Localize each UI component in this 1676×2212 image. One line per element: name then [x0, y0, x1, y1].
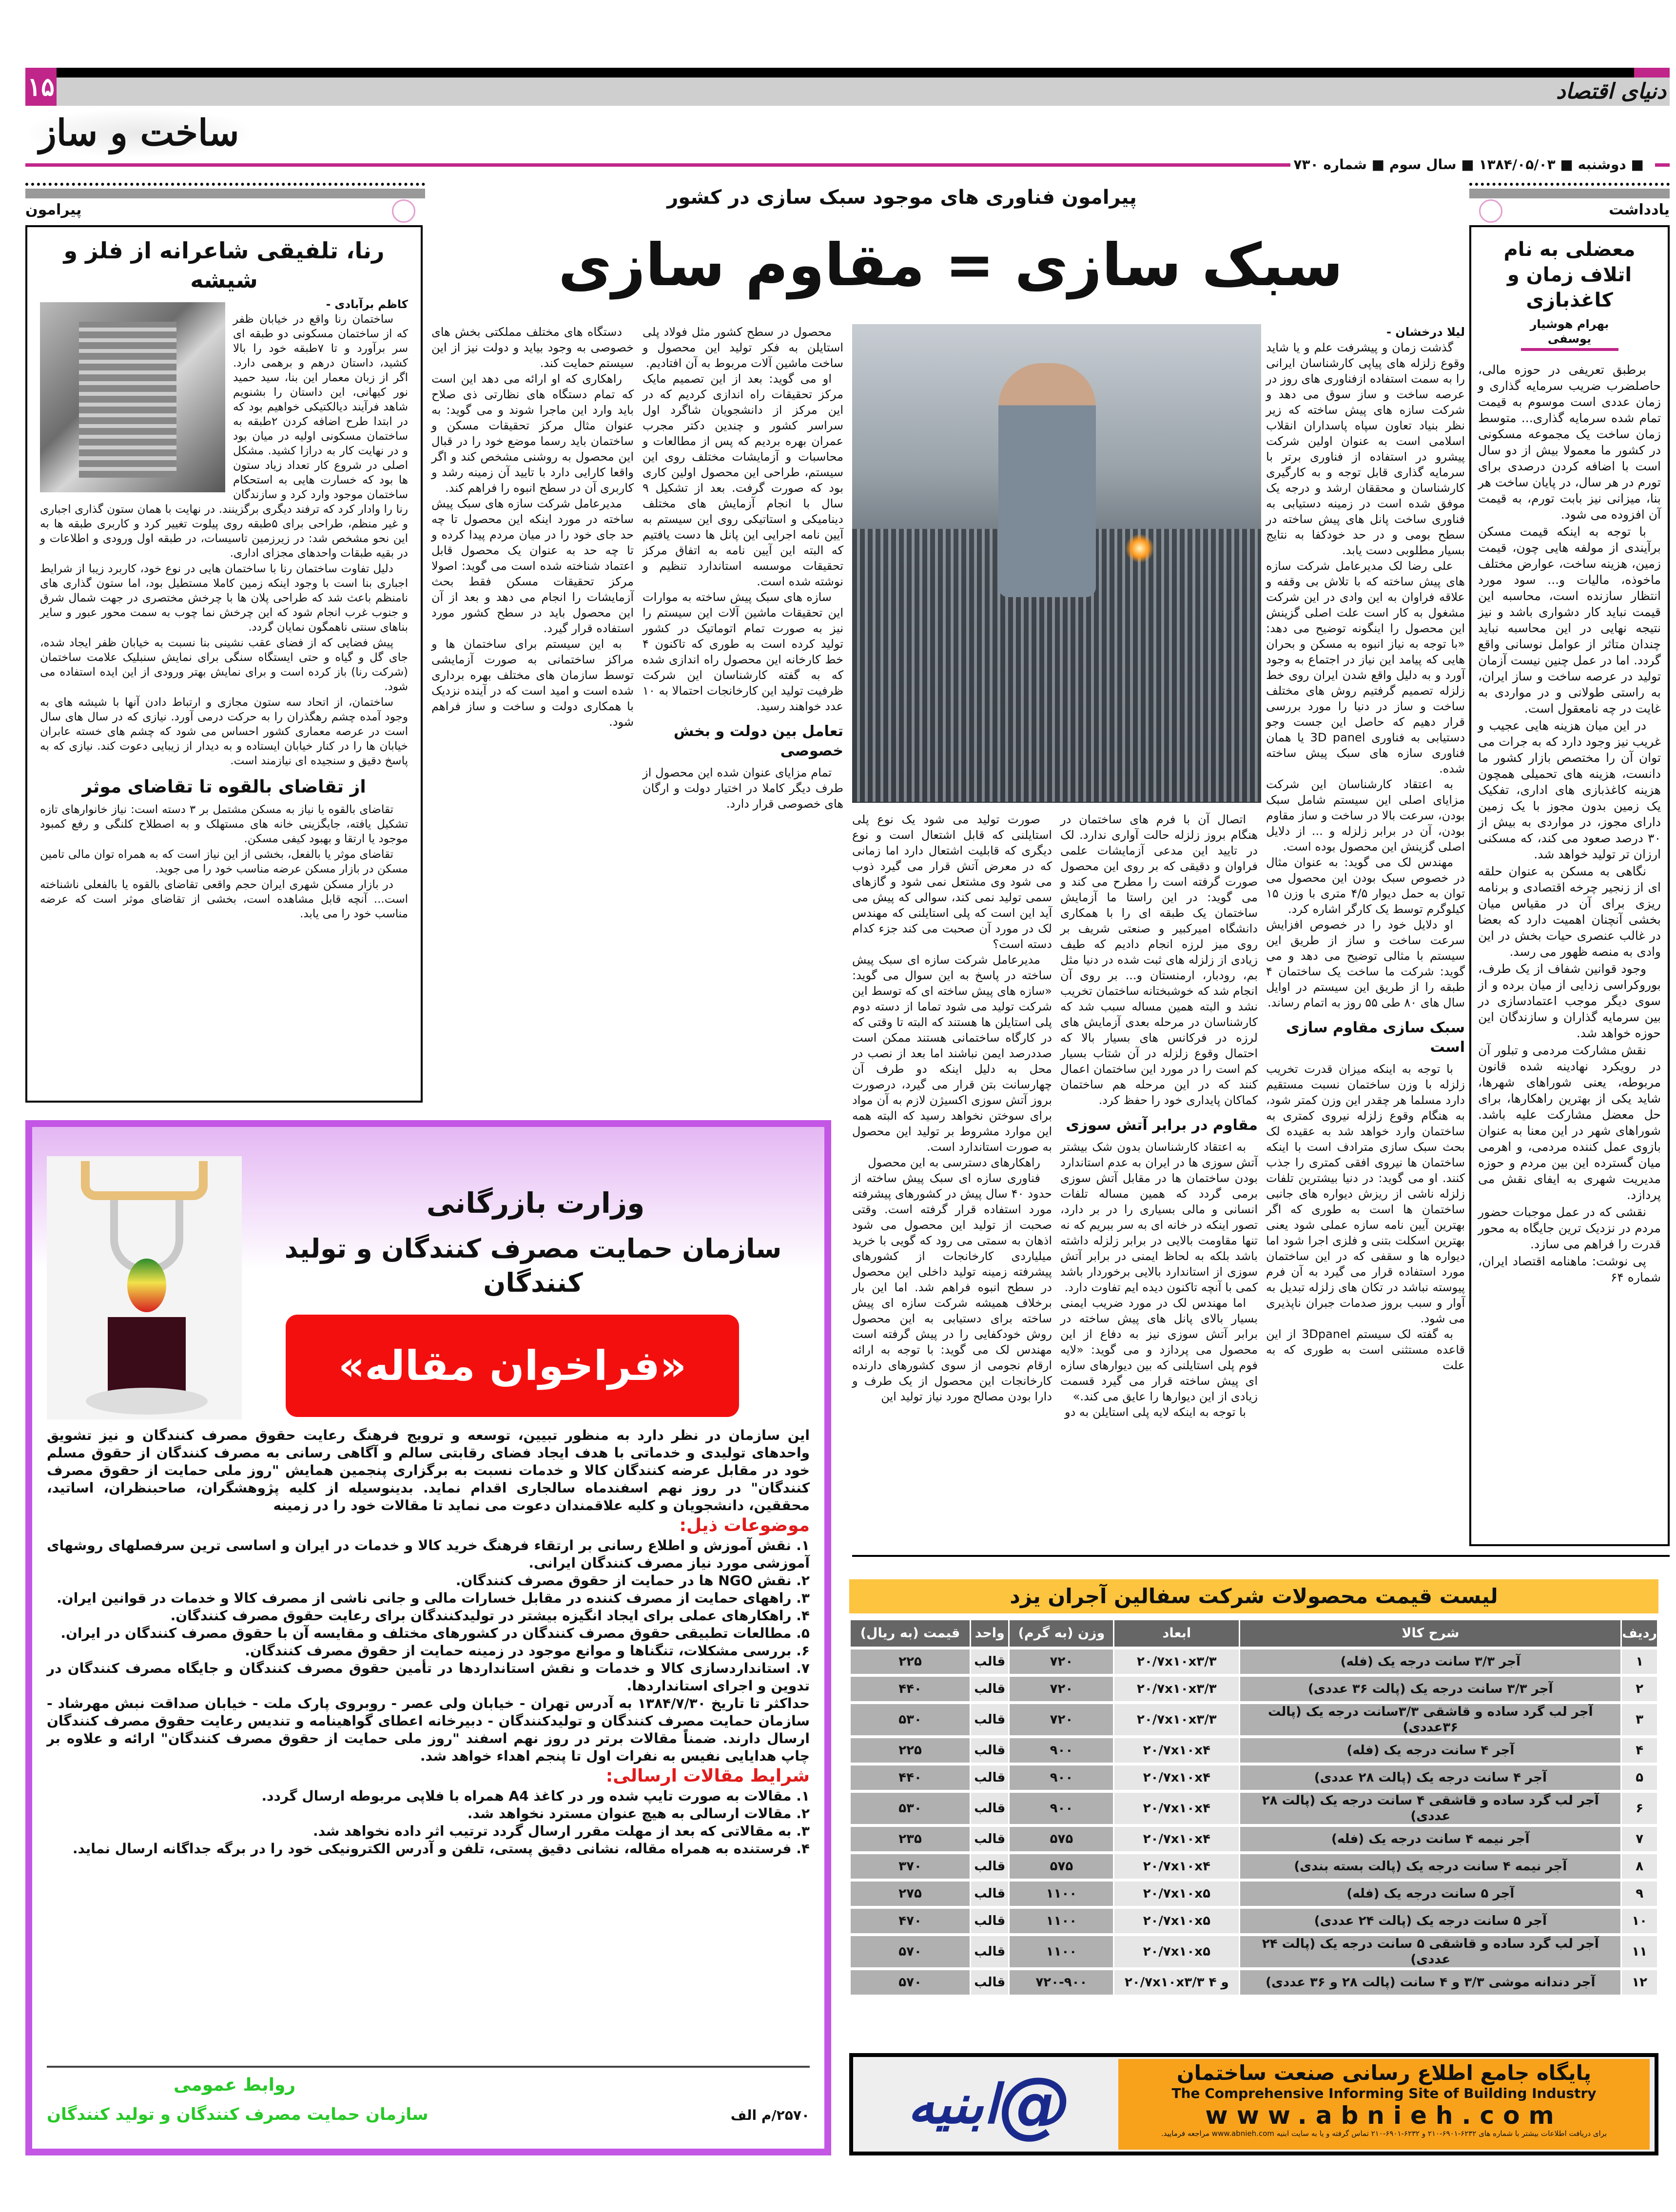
- paragraph: او می گوید: بعد از این تصمیم مایک مرکز تحقیقات راه اندازی کردیم که در این مرکز از دانشجویان شاگرد اول سراسر کشور و چندین دکتر مجرب عمران بهره بردیم که پس از مطالعات و محاسبات و آزمایشات مختلف روی این سیستم، طراحی این محصول اولین کاری بود که صورت گرفت. بعد از تشکیل ۹ سال با انجام آزمایش های مختلف دینامیکی و استاتیکی روی این سیستم به آیین نامه اجرایی این پانل ها دست یافتیم که البته این آیین نامه به اتفاق مرکز تحقیقات موسسه استاندارد تنظیم و نوشته شده است.: [643, 372, 843, 588]
- paragraph: تقاضای بالقوه یا نیاز به مسکن مشتمل بر ۳ دسته است: نیاز خانوارهای تازه تشکیل یافته، جایگزینی خانه های مستهلک و به اصطلاح کلنگی و رفع کمبود موجود یا ارتقا و بهبود کیفی مسکن.: [40, 803, 408, 845]
- accent-rule: [25, 163, 1332, 167]
- table-header-row: [851, 1620, 1657, 1647]
- abnieh-contact: برای دریافت اطلاعات بیشتر با شماره های ۶۲۳۲-۶۹۰۱-۲۱۰ و ۶۲۳۲-۶۹۰۱-۲۱۰ تماس گرفته و یا به سایت ابنیه www.abnieh.com مراجعه فرمایید.: [1161, 2129, 1607, 2138]
- paragraph: گذشت زمان و پیشرفت علم و یا شاید وقوع زلزله های پیاپی کارشناسان ایرانی را به سمت استفاده ازفناوری های روز در عرصه ساخت و ساز سوق می دهد و شرکت سازه های پیش ساخته که زیر نظر بنیاد تعاون سپاه پاسداران انقلاب اسلامی است به عنوان اولین شرکت پیشرو در استفاده از فناوری برتر با سرمایه گذاری قابل توجه و به کارگیری کارشناسان و محققان ارشد و درجه یک موفق شده است در زمینه دستیابی به فناوری ساخت پانل های پیش ساخته در سطح بومی و در حد خودکفا به نتایج بسیار مطلوبی دست یابد.: [1266, 341, 1465, 557]
- table-row: [851, 1827, 1657, 1851]
- newspaper-logo: دنیای اقتصاد: [1556, 79, 1666, 104]
- paragraph: ۶. بررسی مشکلات، تنگناها و موانع موجود در زمینه حمایت از حقوق مصرف کنندگان.: [245, 1643, 810, 1659]
- table-row: [851, 1738, 1657, 1763]
- article-paragraphs: [1266, 340, 1465, 1010]
- cell-description: آجر ۴ سانت درجه یک (فله): [1240, 1738, 1620, 1763]
- article-paragraphs: [643, 324, 843, 714]
- paragraph: اما مهندس لک در مورد ضریب ایمنی بسیار بالای پانل های پیش ساخته در برابر آتش سوزی نیز به دفاع از این محصول می پردازد و می گوید: «لایه فوم پلی استایلنی که بین دیوارهای سازه ای پیش ساخته قرار می گیرد قسمت زیادی از این دیوارها را عایق می کند.»: [1060, 1296, 1258, 1403]
- column-header-dimensions: ابعاد: [1114, 1620, 1239, 1647]
- cell-description: آجر ۵ سانت درجه یک (پالت ۲۴ عددی): [1240, 1909, 1620, 1933]
- paragraph: با توجه به اینکه لایه پلی استایلن به دو: [1065, 1405, 1246, 1419]
- building-photo: [40, 302, 225, 492]
- article-subheading: سبک سازی مقاوم سازی است: [1286, 1019, 1465, 1056]
- column-header-row-number: ردیف: [1622, 1620, 1657, 1647]
- ad-intro: این سازمان در نظر دارد به منظور تبیین، توسعه و ترویج فرهنگ رعایت حقوق مصرف کنندگان و نیز تشویق واحدهای تولیدی و خدماتی با هدف ایجاد فضای رقابتی سالم و آگاهی رسانی به مصرف کنندگان از حقوق مسلم خود در مقابل عرضه کنندگان کالا و خدمات نسبت به برگزاری پنجمین همایش "روز ملی حمایت از حقوق مصرف کنندگان" در روز نهم اسفندماه سالجاری اقدام نماید. بدینوسیله از کلیه پژوهشگران، صاحبنظران، اساتید، محققین، دانشجویان و کلیه علاقمندان دعوت می نماید تا مقالات خود را در زمینه: [47, 1427, 810, 1513]
- cell-unit: قالب: [971, 1738, 1008, 1763]
- article-column-4: [643, 324, 843, 812]
- cell-unit: قالب: [971, 1909, 1008, 1933]
- abnieh-info: [1118, 2059, 1650, 2150]
- paragraph: تقاضای موثر یا بالفعل، بخشی از این نیاز است که به همراه توان مالی تامین مسکن در بازار مسکن عرضه مناسب خود را می جوید.: [40, 848, 408, 875]
- paragraph: ۴. فرستنده به همراه مقاله، نشانی دقیق پستی، تلفن و آدرس الکترونیکی خود را در برگه جداگانه ارسال نماید.: [72, 1841, 810, 1857]
- cell-dimensions: ۲۰/۷x۱۰x۴: [1114, 1738, 1239, 1763]
- editorial-note: [1469, 225, 1670, 1546]
- paragraph: نگاهی به مسکن به عنوان حلقه ای از زنجیر چرخه اقتصادی و برنامه ریزی برای آن در مقیاس میان بخشی آنچنان اهمیت دارد که بعضا در غالب عنصری حیات بخش در این وادی به منصه ظهور می رسد.: [1478, 864, 1661, 959]
- top-rule: [57, 68, 1634, 78]
- paragraph: مدیرعامل شرکت سازه ای سبک پیش ساخته در پاسخ به این سوال می گوید: «سازه های پیش ساخته ای که توسط این شرکت تولید می شود تماما از دسته دوم پلی استایلن ها هستند که البته تا وقتی که در کارگاه ساختمانی هستند ممکن است صددرصد ایمن نباشند اما بعد از نصب در محل به دلیل اینکه دو طرف آن چهارسانت بتن قرار می گیرد، درصورت بروز آتش سوزی اکسیژن لازم به آن مواد برای سوختن نخواهد رسید که البته همه این موارد مشروط بر تولید این محصول به صورت استاندارد است.: [852, 953, 1052, 1154]
- note-title: معضلی به نام اتلاف زمان و کاغذبازی: [1503, 238, 1636, 311]
- cell-weight: ۵۷۵: [1010, 1854, 1113, 1879]
- paragraph: صورت تولید می شود یک نوع پلی استایلنی که قابل اشتعال است و نوع دیگری که قابلیت اشتعال دارد اما زمانی که در معرض آتش قرار می گیرد ذوب می شود وی مشتعل نمی شود و گازهای سمی تولید نمی کند، سوالی که پیش می آید این است که پلی استایلنی که مهندس لک در مورد آن صحبت می کند جزء کدام دسته است؟: [852, 813, 1052, 951]
- cell-dimensions: ۲۰/۷x۱۰x۵: [1114, 1882, 1239, 1906]
- paragraph: به گفته لک سیستم 3Dpanel از این قاعده مستثنی است به طوری که به علت: [1266, 1327, 1465, 1372]
- paragraph: نقش مشارکت مردمی و تبلور آن در رویکرد نهادینه شده قانون مربوطه، یعنی شوراهای شهرها، شاید یکی از بهترین راهکارها، برای حل معضل مشارکت علیه باشد. شوراهای شهر در این معنا به عنوان بازوی عمل کننده مردمی، و اهرمی میان گسترده این بین مردم و حوزه مدیریت شهری به ایفای نقش می پردازد.: [1478, 1043, 1661, 1202]
- column-header-price: قیمت (به ریال): [851, 1620, 970, 1647]
- divider: [852, 1555, 1670, 1557]
- ad-organization: سازمان حمایت مصرف کنندگان و تولید کنندگان: [284, 1233, 782, 1298]
- table-row: [851, 1793, 1657, 1824]
- paragraph: سازه های سبک پیش ساخته به موارات این تحقیقات ماشین آلات این سیستم را نیز به صورت تمام اتوماتیک در کشور تولید کرده است به طوری که تاکنون ۴ خط کارخانه این محصول راه اندازی شده که به گفته کارشناسان این شرکت ظرفیت تولید این کارخانجات احتمالا به ۱۰ عدد خواهند رسید.: [643, 590, 843, 713]
- column-header-weight: وزن (به گرم): [1010, 1620, 1113, 1647]
- article-column-1: [1266, 324, 1465, 1373]
- cell-row-number: ۱: [1622, 1649, 1657, 1674]
- abnieh-url[interactable]: www.abnieh.com: [1205, 2101, 1563, 2130]
- cell-unit: قالب: [971, 1793, 1008, 1824]
- paragraph: راهکارهای دسترسی به این محصول: [868, 1156, 1040, 1169]
- ad-conditions: [47, 1787, 810, 1858]
- article-subheading: تعامل بین دولت و بخش خصوصی: [673, 723, 843, 759]
- paragraph: ۳. به مقالاتی که بعد از مهلت مقرر ارسال گردد ترتیب اثر داده نخواهد شد.: [313, 1823, 810, 1839]
- cell-unit: قالب: [971, 1854, 1008, 1879]
- cell-description: آجر ۳/۳ سانت درجه یک (فله): [1240, 1649, 1620, 1674]
- cell-dimensions: ۲۰/۷x۱۰x۴: [1114, 1766, 1239, 1790]
- cell-description: آجر نیمه ۴ سانت درجه یک (فله): [1240, 1827, 1620, 1851]
- cell-row-number: ۶: [1622, 1793, 1657, 1824]
- cell-dimensions: ۲۰/۷x۱۰x۵: [1114, 1936, 1239, 1967]
- trophy-image: [47, 1156, 242, 1419]
- article-column-2: [1060, 812, 1258, 1420]
- paragraph: برطبق تعریفی در حوزه مالی، حاصلضرب ضریب سرمایه گذاری و زمان عددی است موسوم به قیمت تمام شده سرمایه گذاری... متوسط زمان ساخت یک مجموعه مسکونی در کشور ما معمولا بیش از دو سال است با اضافه کردن درصدی برای تورم در هر سال، در پایان ساخت هر بنا، میزانی نیز بابت تورم، به قیمت آن افزوده می شود.: [1478, 363, 1661, 522]
- cell-price: ۲۷۵: [851, 1882, 970, 1906]
- article-paragraphs: [1266, 1061, 1465, 1373]
- note-paragraphs: [1478, 362, 1661, 1285]
- abnieh-logo-text: ابنیه: [907, 2073, 999, 2135]
- abnieh-logo: [853, 2057, 1116, 2152]
- accent-rule-right: [1655, 163, 1670, 167]
- cell-price: ۵۳۰: [851, 1793, 970, 1824]
- cell-price: ۲۲۵: [851, 1738, 970, 1763]
- cell-row-number: ۲: [1622, 1677, 1657, 1701]
- cell-price: ۲۲۵: [851, 1649, 970, 1674]
- ad-body: [47, 1427, 810, 1858]
- cell-unit: قالب: [971, 1970, 1008, 1995]
- header-band: [57, 78, 1670, 106]
- cell-row-number: ۱۱: [1622, 1936, 1657, 1967]
- cell-price: ۵۷۰: [851, 1970, 970, 1995]
- article-headline: سبک سازی = مقاوم سازی: [558, 232, 1344, 299]
- at-sign-icon: @: [998, 2062, 1072, 2147]
- top-accent: [1634, 68, 1670, 78]
- cell-weight: ۱۱۰۰: [1010, 1909, 1113, 1933]
- cell-row-number: ۴: [1622, 1738, 1657, 1763]
- paragraph: ۲. نقش NGO ها در حمایت از حقوق مصرف کنندگان.: [455, 1572, 810, 1589]
- ad-ministry: وزارت بازرگانی: [426, 1186, 645, 1220]
- side-article-author: کاظم برآبادی -: [326, 298, 408, 311]
- paragraph: تمام مزایای عنوان شده این محصول از طرف دیگر کاملا در اختیار دولت و ارگان های خصوصی قرار دارد.: [643, 766, 843, 811]
- section-title: ساخت و ساز: [29, 110, 249, 156]
- cell-unit: قالب: [971, 1882, 1008, 1906]
- cell-weight: ۹۰۰: [1010, 1793, 1113, 1824]
- cell-dimensions: ۲۰/۷x۱۰x۳/۳: [1114, 1677, 1239, 1701]
- abnieh-ad: [849, 2053, 1658, 2155]
- paragraph: محصول در سطح کشور مثل فولاد پلی استایلن به فکر تولید این محصول و ساخت ماشین آلات مربوط به آن افتادیم.: [643, 325, 843, 370]
- article-paragraphs: [1060, 812, 1258, 1108]
- article-paragraphs: [852, 812, 1052, 1404]
- dateline: ■ دوشنبه ■ ۱۳۸۴/۰۵/۰۳ ■ سال سوم ■ شماره ۷۳۰: [1290, 156, 1647, 174]
- paragraph: راهکاری که او ارائه می دهد این است که تمام دستگاه های نظارتی ذی صلاح باید وارد این ماجرا شوند و می گوید: به عنوان مثال مرکز تحقیقات مسکن و ساختمان باید رسما موضع خود را در قبال این محصول به روشنی مشخص کند و اگر واقعا کارایی دارد با تایید آن زمینه رشد و کاربری آن در سطح انبوه را فراهم کند.: [431, 372, 634, 495]
- article-paragraphs: [1060, 1139, 1258, 1420]
- article-kicker: پیرامون فناوری های موجود سبک سازی در کشور: [667, 186, 1137, 209]
- cell-weight: ۵۷۵: [1010, 1827, 1113, 1851]
- globe-icon: [392, 199, 415, 223]
- cell-row-number: ۹: [1622, 1882, 1657, 1906]
- cell-weight: ۷۲۰: [1010, 1704, 1113, 1735]
- paragraph: با توجه به اینکه میزان قدرت تخریب زلزله با وزن ساختمان نسبت مستقیم دارد مسلما هر چقدر این وزن کمتر شود، به هنگام وقوع زلزله نیروی کمتری به ساختمان وارد خواهد شد به عقیده لک بحث سبک سازی مترادف است با اینکه ساختمان ها نیروی افقی کمتری را جذب کنند. او می گوید: در دنیا بیشترین تلفات زلزله ناشی از ریزش دیواره های جانبی ساختمان ها است به طوری که اگر بهترین آیین نامه سازه عملی شود یعنی بهترین اسکلت بتنی و فلزی اجرا شود اما دیواره ها و سقفی که در این ساختمان مورد استفاده قرار می گیرد به آن فرم پیوسته نباشد در تکان های زلزله تبدیل به آوار و سبب بروز صدمات جبران ناپذیری می شود.: [1266, 1062, 1465, 1325]
- ad-topics-heading: موضوعات ذیل:: [679, 1515, 810, 1535]
- paragraph: ۳. راههای حمایت از مصرف کننده در مقابل خسارات مالی و جانی ناشی از مصرف کالا و خدمات در قوانین ایران.: [57, 1590, 810, 1606]
- column-header-description: شرح کالا: [1240, 1620, 1620, 1647]
- cell-dimensions: ۲۰/۷x۱۰x۵: [1114, 1909, 1239, 1933]
- cell-weight: ۱۱۰۰: [1010, 1936, 1113, 1967]
- call-for-papers-banner: «فراخوان مقاله»: [286, 1315, 739, 1417]
- cell-price: ۳۷۰: [851, 1854, 970, 1879]
- section-header-note: [1469, 183, 1670, 218]
- cell-dimensions: ۲۰/۷x۱۰x۴: [1114, 1793, 1239, 1824]
- table-row: [851, 1854, 1657, 1879]
- price-list-title: لیست قیمت محصولات شرکت سفالین آجران یزد: [849, 1579, 1658, 1613]
- cell-weight: ۱۱۰۰: [1010, 1882, 1113, 1906]
- paragraph: او دلایل خود را در خصوص افزایش سرعت ساخت و ساز از طریق این سیستم با مثالی توضیح می دهد و می گوید: شرکت ما ساخت یک ساختمان ۴ طبقه را از طریق این سیستم در اوایل سال های ۸۰ طی ۵۵ روز به اتمام رساند.: [1266, 918, 1465, 1009]
- article-byline: لیلا درخشان -: [1386, 325, 1465, 339]
- paragraph: ۴. راهکارهای عملی برای ایجاد انگیزه بیشتر در تولیدکنندگان برای رعایت حقوق مصرف کنندگان.: [170, 1608, 810, 1624]
- article-paragraphs: [643, 765, 843, 812]
- article-paragraphs: [431, 324, 634, 730]
- cell-price: ۴۴۰: [851, 1766, 970, 1790]
- cell-dimensions: ۲۰/۷x۱۰x۳/۳: [1114, 1704, 1239, 1735]
- cell-weight: ۹۰۰: [1010, 1766, 1113, 1790]
- globe-icon: [1479, 199, 1502, 223]
- cell-description: آجر لب گرد ساده و قاشقی ۳/۳سانت درجه یک (پالت ۳۶عددی): [1240, 1704, 1620, 1735]
- cell-price: ۵۳۰: [851, 1704, 970, 1735]
- paragraph: اتصال آن با فرم های ساختمان در هنگام بروز زلزله حالت آواری ندارد. لک در تایید این مدعی آزمایشات علمی فراوان و دقیقی که بر روی این محصول صورت گرفته است را مطرح می کند و می گوید: در این راستا ما آزمایش ساختمان یک طبقه ای را با همکاری دانشگاه امیرکبیر و صنعتی شریف بر روی میز لرزه انجام دادیم که طیف زیادی از زلزله های ثبت شده در دنیا مثل بم، رودبار، ارمنستان و... بر روی آن انجام شد که خوشبختانه ساختمان تخریب نشد و البته همین مساله سبب شد که کارشناسان در مرحله بعدی آزمایش های لرزه در فرکانس های بسیار بالا که احتمال وقوع زلزله در آن شتاب بسیار کم است را در مورد این ساختمان اعمال کنند که در این مرحله هم ساختمان کماکان پایداری خود را حفظ کرد.: [1060, 813, 1258, 1107]
- cell-price: ۴۷۰: [851, 1909, 970, 1933]
- cell-unit: قالب: [971, 1936, 1008, 1967]
- paragraph: مدیرعامل شرکت سازه های سبک پیش ساخته در مورد اینکه این محصول تا چه حد جای خود را در میان مردم پیدا کرده و تا چه حد به عنوان یک محصول قابل اعتماد شناخته شده است می گوید: اصولا مرکز تحقیقات مسکن فقط بحث آزمایشات را انجام می دهد و بعد از آن این محصول باید در سطح کشور مورد استفاده قرار گیرد.: [431, 497, 634, 635]
- paragraph: به اعتقاد کارشناسان بدون شک بیشتر آتش سوزی ها در ایران به عدم استاندارد بودن ساختمان ها در مقابل آتش سوزی برمی گردد که همین مساله تلفات انسانی و مالی بسیاری را در بر دارد، تصور اینکه در خانه ای به سر ببریم که نه تنها مقاومت بالایی در برابر زلزله داشته باشد بلکه به لحاظ ایمنی در برابر آتش سوزی از استاندارد بالایی برخوردار باشد کمی با آنچه تاکنون دیده ایم تفاوت دارد.: [1060, 1140, 1258, 1294]
- paragraph: ۱. مقالات به صورت تایپ شده ور در کاغذ A4 همراه با فلاپی مربوطه ارسال گردد.: [261, 1788, 810, 1804]
- ad-code: ۲۵۷۰/م الف: [730, 2107, 810, 2123]
- table-row: [851, 1970, 1657, 1995]
- paragraph: به این سیستم برای ساختمان ها و مراکز ساختمانی به صورت آزمایشی توسط سازمان های مختلف بهره برداری شده است و امید است که در آینده نزدیک با همکاری دولت و ساخت و ساز فراهم شود.: [431, 637, 634, 729]
- cell-row-number: ۱۰: [1622, 1909, 1657, 1933]
- paragraph: در بازار مسکن شهری ایران حجم واقعی تقاضای بالقوه یا بالفعلی ناشناخته است... آنچه قابل مشاهده است، بخشی از تقاضای موثر است که عرضه مناسب خود را می یابد.: [40, 878, 408, 920]
- paragraph: علی رضا لک مدیرعامل شرکت سازه های پیش ساخته که با تلاش بی وقفه و علاقه فراوان به این وادی در این شرکت مشغول به کار است علت اصلی گزینش این محصول را اینگونه توضیح می دهد: «با توجه به نیاز انبوه به مسکن و بحران هایی که پیامد این نیاز در اجتماع به وجود آورد و به دلیل واقع شدن ایران روی خط زلزله تصمیم گرفتیم روش های مختلف ساخت و ساز در دنیا را مورد بررسی قرار دهیم که حاصل این جست وجو دستیابی به فناوری 3D panel یا همان فناوری سازه های سبک پیش ساخته شده.: [1266, 559, 1465, 776]
- paragraph: ۵. مطالعات تطبیقی حقوق مصرف کنندگان در کشورهای مختلف و مقایسه آن با حقوق مصرف کنندگان در ایران.: [60, 1625, 810, 1641]
- cell-row-number: ۸: [1622, 1854, 1657, 1879]
- ad-topics: [47, 1537, 810, 1695]
- cell-weight: ۷۲۰: [1010, 1677, 1113, 1701]
- paragraph: مهندس لک می گوید: به عنوان مثال در خصوص سبک بودن این محصول می توان به حمل دیوار ۴/۵ متری با وزن ۱۵ کیلوگرم توسط یک کارگر اشاره کرد.: [1266, 855, 1465, 916]
- cell-unit: قالب: [971, 1649, 1008, 1674]
- cell-description: آجر نیمه ۴ سانت درجه یک (پالت بسته بندی): [1240, 1854, 1620, 1879]
- cell-unit: قالب: [971, 1766, 1008, 1790]
- cell-description: آجر دندانه موشی ۳/۳ و ۴ سانت (پالت ۲۸ و ۳۶ عددی): [1240, 1970, 1620, 1995]
- page-number: ۱۵: [25, 68, 57, 106]
- paragraph: به اعتقاد کارشناسان این شرکت مزایای اصلی این سیستم شامل سبک بودن، سرعت بالا در ساخت و ساز مقاوم بودن، آن در برابر زلزله و ... از دلایل اصلی گزینش این محصول بوده است.: [1266, 777, 1465, 854]
- paragraph: در این میان هزینه هایی عجیب و غریب نیز وجود دارد که به جرات می توان آن را مختصص بازار کشور ما دانست، هزینه های تحمیلی همچون هزینه کاغذبازی های اداری، تفکیک یک زمین بدون مجوز با یک زمین دارای مجوز، در مواردی به بیش از ۳۰ درصد صعود می کند، که مسکنی ارزان تر تولید خواهد شد.: [1478, 718, 1661, 861]
- cell-description: آجر ۳/۳ سانت درجه یک (پالت ۳۶ عددی): [1240, 1677, 1620, 1701]
- cell-row-number: ۷: [1622, 1827, 1657, 1851]
- cell-dimensions: ۲۰/۷x۱۰x۴: [1114, 1854, 1239, 1879]
- paragraph: ساختمان، از اتحاد سه ستون مجازی و ارتباط دادن آنها با شیشه های به وجود آمده چشم رهگذران را به حرکت درمی آورد. نیازی که در سال های سال است در عرصه معماری کشور احساس می شود که چشم های خسته عابران خیابان ها را در کنار خیابان ایستاده و به دیدار از زیبایی دعوت کند. نیازی که به پاسخ دقیق و سنجیده ای نیازمند است.: [40, 696, 408, 767]
- paragraph: ۱. نقش آموزش و اطلاع رسانی بر ارتقاء فرهنگ خرید کالا و خدمات در ایران و اساسی ترین سرفصلهای روشهای آموزشی مورد نیاز مصرف کنندگان ایرانی.: [47, 1537, 810, 1571]
- paragraph: ۲. مقالات ارسالی به هیچ عنوان مسترد نخواهد شد.: [467, 1805, 810, 1822]
- paragraph: نقشی که در عمل موجبات حضور مردم در نزدیک ترین جایگاه به محور قدرت را فراهم می سازد.: [1478, 1205, 1661, 1251]
- cell-weight: ۹۰۰: [1010, 1738, 1113, 1763]
- table-row: [851, 1677, 1657, 1701]
- ad-public-relations: روابط عمومی: [174, 2075, 296, 2095]
- section-label: پیرامون: [25, 201, 82, 218]
- table-row: [851, 1766, 1657, 1790]
- table-row: [851, 1882, 1657, 1906]
- paragraph: فناوری سازه ای سبک پیش ساخته از حدود ۴۰ سال پیش در کشورهای پیشرفته مورد استفاده قرار گرفته است. وقتی صحبت از تولید این محصول می شود اذهان به سمتی می رود که گویی با خرید میلیاردی کارخانجات از کشورهای پیشرفته زمینه تولید داخلی این محصول در سطح انبوه فراهم شد. اما این بار برخلاف همیشه شرکت سازه ای پیش ساخته برای دستیابی به این محصول روش خودکفایی را در پیش گرفته است مهندس لک می گوید: با توجه به ارائه ارقام نجومی از سوی کشورهای دارنده کارخانجات این محصول از یک طرف و دارا بودن مصالح مورد نیاز تولید این: [852, 1171, 1052, 1403]
- paragraph: ساختمان رنا واقع در خیابان ظفر که از ساختمان مسکونی دو طبقه ای سر برآورد و تا ۷طبقه خود را بالا کشید، داستان درهم و برهمی دارد. اگر از زبان معمار این بنا، سید حمید نور کیهانی، این داستان را بشنویم شاهد فرآیند دیالکتیکی خواهیم بود که در ابتدا طرح اضافه کردن ۲طبقه به ساختمان مسکونی اولیه در میان بود و در نهایت کار به درازا کشید. مشکل اصلی در شروع کار تعداد زیاد ستون ها بود که خسارت هایی به استحکام ساختمان موجود وارد کرد و سازندگان رنا را وادار کرد که ترفند دیگری برگزینند. در نهایت با همان ستون گذاری اجباری و غیر منظم، طراحی برای ۵طبقه روی پیلوت تغییر کرد و کاربری طبقه ها به این نحو مشخص شد: در زیرزمین تاسیسات، در طبقه اول ورودی و اطلاعات و در بقیه طبقات واحدهای مجزای اداری.: [40, 313, 409, 560]
- article-subheading: مقاوم در برابر آتش سوزی: [1066, 1117, 1258, 1134]
- paragraph: ۷. استانداردسازی کالا و خدمات و نقش استانداردها در تأمین حقوق مصرف کنندگان و جایگاه مصرف کنندگان در تدوین و اجرای استانداردها.: [47, 1660, 810, 1694]
- side-article-subtitle: از تقاضای بالقوه تا تقاضای موثر: [82, 777, 366, 797]
- ad-footer-org: سازمان حمایت مصرف کنندگان و تولید کنندگان: [47, 2105, 429, 2124]
- ad-deadline: حداکثر تا تاریخ ۱۳۸۴/۷/۳۰ به آدرس تهران - خیابان ولی عصر - روبروی پارک ملت - خیابان صداقت نبش مهرشاد - سازمان حمایت مصرف کنندگان و تولیدکنندگان - دبیرخانه اعطای گواهینامه و تندیس رعایت حقوق مصرف کنندگان ارسال دارند. ضمناً مقالات برتر در روز نهم اسفند "روز ملی حمایت از حقوق مصرف کنندگان" ارائه و علاوه بر چاپ هدایایی نفیس به نفرات اول تا پنجم اهداء خواهد شد.: [47, 1695, 810, 1764]
- paragraph: با توجه به اینکه قیمت مسکن برآیندی از مولفه هایی چون، قیمت زمین، هزینه ساخت، عوارض مختلف ماخوذه، مالیات و... سود مورد انتظار سازنده است، محاسبه این قیمت نباید کار دشواری باشد و نیز نتیجه نهایی در این محاسبه نباید چندان متاثر از عوامل نوسانی واقع گردد. اما در عمل چنین نیست آزمان تولید در عرصه ساخت و ساز ایران، به راستی طولانی و در مواردی به غایت در چه نامعقول است.: [1478, 524, 1661, 716]
- cell-description: آجر لب گرد ساده و قاشقی ۵ سانت درجه یک (پالت ۲۴ عددی): [1240, 1936, 1620, 1967]
- ad-conditions-heading: شرایط مقالات ارسالی:: [605, 1766, 810, 1786]
- abnieh-english: The Comprehensive Informing Site of Building Industry: [1171, 2085, 1597, 2101]
- article-photo: [852, 324, 1261, 803]
- cell-price: ۴۴۰: [851, 1677, 970, 1701]
- side-article: [25, 225, 423, 1103]
- side-article-title: رنا، تلفیقی شاعرانه از فلز و شیشه: [63, 237, 385, 293]
- paragraph: دستگاه های مختلف مملکتی بخش های خصوصی به وجود بیاید و دولت نیز از این سیستم حمایت کند.: [431, 325, 634, 370]
- side-article-sub-paragraphs: [40, 802, 408, 921]
- column-header-unit: واحد: [971, 1620, 1008, 1647]
- cell-dimensions: ۲۰/۷x۱۰x۳/۳ و ۴: [1114, 1970, 1239, 1995]
- call-for-papers-ad: [25, 1120, 831, 2155]
- price-table: [849, 1617, 1658, 1998]
- cell-description: آجر ۴ سانت درجه یک (پالت ۲۸ عددی): [1240, 1766, 1620, 1790]
- paragraph: پیش فضایی که از فضای عقب نشینی بنا نسبت به خیابان ظفر ایجاد شده، جای گل و گیاه و حتی ایستگاه سنگی برای نمایش سنبلیک علامت ساختمان (شرکت رنا) باز کرده است و برای نمایش بهتر ورودی از این ایده استفاده می شود.: [40, 637, 408, 693]
- table-row: [851, 1649, 1657, 1674]
- cell-row-number: ۵: [1622, 1766, 1657, 1790]
- paragraph: وجود قوانین شفاف از یک طرف، بوروکراسی زدایی از میان برده و از سوی دیگر موجب اعتمادسازی در بین سرمایه گذاران و سازندگان این حوزه خواهد شد.: [1478, 962, 1661, 1040]
- cell-unit: قالب: [971, 1827, 1008, 1851]
- section-label: یادداشت: [1609, 201, 1670, 218]
- cell-weight: ۷۲۰-۹۰۰: [1010, 1970, 1113, 1995]
- cell-unit: قالب: [971, 1704, 1008, 1735]
- cell-description: آجر لب گرد ساده و قاشقی ۴ سانت درجه یک (پالت ۲۸ عددی): [1240, 1793, 1620, 1824]
- cell-unit: قالب: [971, 1677, 1008, 1701]
- article-column-3: [852, 812, 1052, 1404]
- cell-description: آجر ۵ سانت درجه یک (فله): [1240, 1882, 1620, 1906]
- cell-price: ۲۳۵: [851, 1827, 970, 1851]
- table-row: [851, 1704, 1657, 1735]
- ad-footer: [47, 2066, 810, 2139]
- table-row: [851, 1936, 1657, 1967]
- cell-price: ۵۷۰: [851, 1936, 970, 1967]
- abnieh-title: پایگاه جامع اطلاع رسانی صنعت ساختمان: [1176, 2061, 1592, 2085]
- section-header-around: [25, 183, 425, 218]
- cell-dimensions: ۲۰/۷x۱۰x۳/۳: [1114, 1649, 1239, 1674]
- cell-row-number: ۳: [1622, 1704, 1657, 1735]
- article-column-5: [431, 324, 634, 730]
- cell-weight: ۷۲۰: [1010, 1649, 1113, 1674]
- table-row: [851, 1909, 1657, 1933]
- paragraph: پی نوشت: ماهنامه اقتصاد ایران، شماره ۶۴: [1478, 1254, 1661, 1284]
- cell-dimensions: ۲۰/۷x۱۰x۴: [1114, 1827, 1239, 1851]
- cell-row-number: ۱۲: [1622, 1970, 1657, 1995]
- note-author: بهرام هوشیار یوسفی: [1521, 317, 1618, 351]
- paragraph: دلیل تفاوت ساختمان رنا با ساختمان هایی در نوع خود، کاربرد زیبا از شرایط اجباری بنا است با وجود اینکه زمین کاملا مستطیل بود، اما ستون گذاری های نامنظم باعث شد که طراحی پلان ها با چرخش مختصری در جهت شمال شرق و جنوب غرب انجام شود که این چرخش نما چوب به سمت محور عبور و سایر بناهای سنتی ناهمگون نمایان گردد.: [40, 563, 408, 634]
